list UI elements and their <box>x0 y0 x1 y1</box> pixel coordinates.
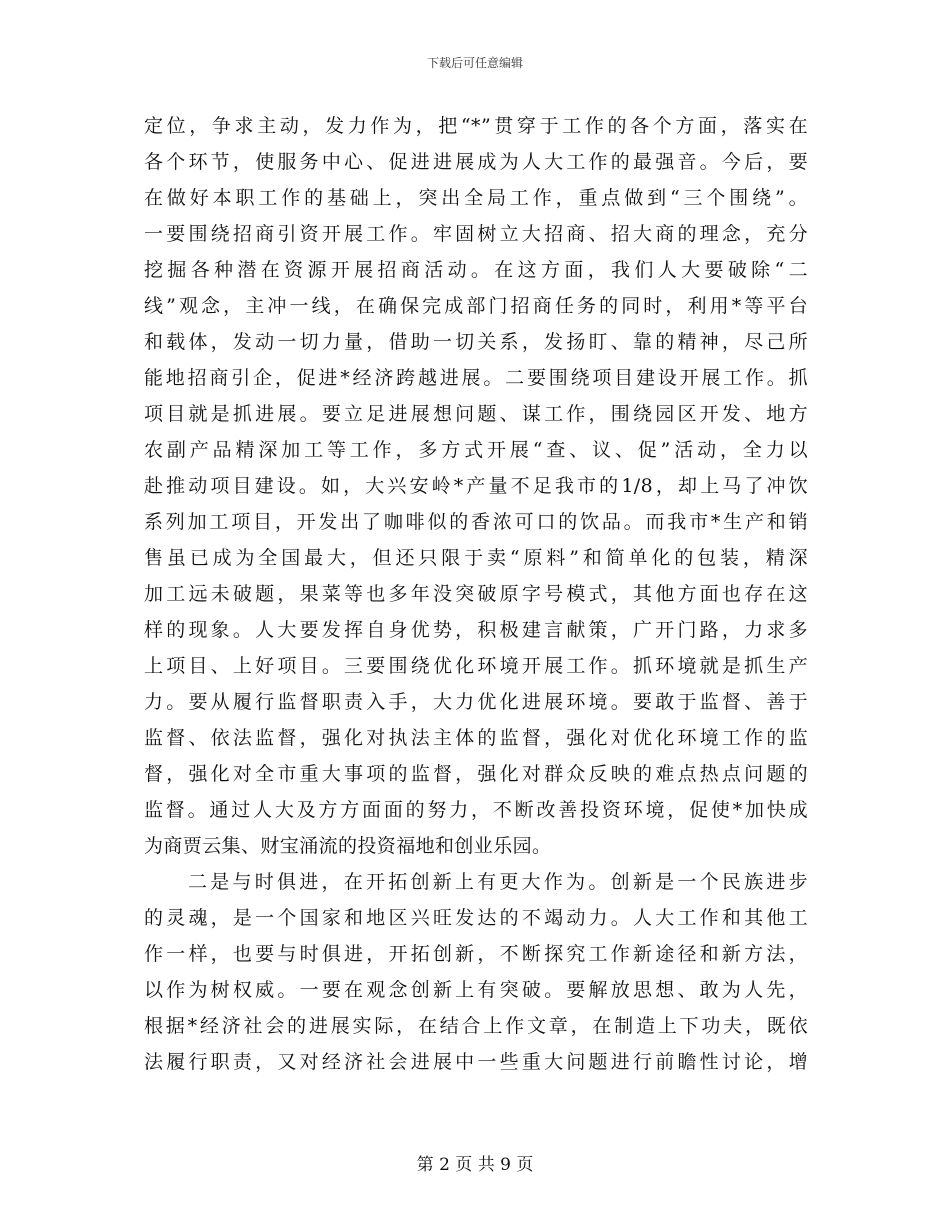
text-line: 一要围绕招商引资开展工作。牢固树立大招商、招大商的理念，充分 <box>144 223 808 245</box>
text-line: 定位，争求主动，发力作为，把“*”贯穿于工作的各个方面，落实在 <box>144 115 808 137</box>
text-line: 二是与时俱进，在开拓创新上有更大作为。创新是一个民族进步 <box>188 871 808 893</box>
text-line: 督，强化对全市重大事项的监督，强化对群众反映的难点热点问题的 <box>144 763 808 785</box>
text-line: 系列加工项目，开发出了咖啡似的香浓可口的饮品。而我市*生产和销 <box>144 511 808 533</box>
text-line: 监督。通过人大及方方面面的努力，不断改善投资环境，促使*加快成 <box>144 799 808 821</box>
text-line: 为商贾云集、财宝涌流的投资福地和创业乐园。 <box>144 835 552 857</box>
text-line: 和载体，发动一切力量，借助一切关系，发扬盯、靠的精神，尽己所 <box>144 331 808 353</box>
text-line: 样的现象。人大要发挥自身优势，积极建言献策，广开门路，力求多 <box>144 619 808 641</box>
text-line: 农副产品精深加工等工作，多方式开展“查、议、促”活动，全力以 <box>144 439 808 461</box>
text-line: 售虽已成为全国最大，但还只限于卖“原料”和简单化的包装，精深 <box>144 547 808 569</box>
text-line: 加工远未破题，果菜等也多年没突破原字号模式，其他方面也存在这 <box>144 583 808 605</box>
text-line: 力。要从履行监督职责入手，大力优化进展环境。要敢于监督、善于 <box>144 691 808 713</box>
text-line: 能地招商引企，促进*经济跨越进展。二要围绕项目建设开展工作。抓 <box>144 367 808 389</box>
text-line: 监督、依法监督，强化对执法主体的监督，强化对优化环境工作的监 <box>144 727 808 749</box>
document-body <box>144 108 808 1080</box>
text-line: 赴推动项目建设。如，大兴安岭*产量不足我市的1/8，却上马了冲饮 <box>144 475 808 497</box>
page-number: 第 2 页 共 9 页 <box>416 1155 534 1175</box>
text-line: 线”观念，主冲一线，在确保完成部门招商任务的同时，利用*等平台 <box>144 295 808 317</box>
text-line: 各个环节，使服务中心、促进进展成为人大工作的最强音。今后，要 <box>144 151 808 173</box>
text-line: 上项目、上好项目。三要围绕优化环境开展工作。抓环境就是抓生产 <box>144 655 808 677</box>
text-line: 项目就是抓进展。要立足进展想问题、谋工作，围绕园区开发、地方 <box>144 403 808 425</box>
page-header: 下载后可任意编辑 <box>426 56 523 70</box>
paragraph-2 <box>144 864 808 1080</box>
text-line: 以作为树权威。一要在观念创新上有突破。要解放思想、敢为人先， <box>144 979 808 1001</box>
text-line: 根据*经济社会的进展实际，在结合上作文章，在制造上下功夫，既依 <box>144 1015 808 1037</box>
text-line: 挖掘各种潜在资源开展招商活动。在这方面，我们人大要破除“二 <box>144 259 808 281</box>
text-line: 作一样，也要与时俱进，开拓创新，不断探究工作新途径和新方法， <box>144 943 808 965</box>
text-line: 的灵魂，是一个国家和地区兴旺发达的不竭动力。人大工作和其他工 <box>144 907 808 929</box>
text-line: 法履行职责，又对经济社会进展中一些重大问题进行前瞻性讨论，增 <box>144 1051 808 1073</box>
text-line: 在做好本职工作的基础上，突出全局工作，重点做到“三个围绕”。 <box>144 187 808 209</box>
paragraph-1 <box>144 108 808 864</box>
